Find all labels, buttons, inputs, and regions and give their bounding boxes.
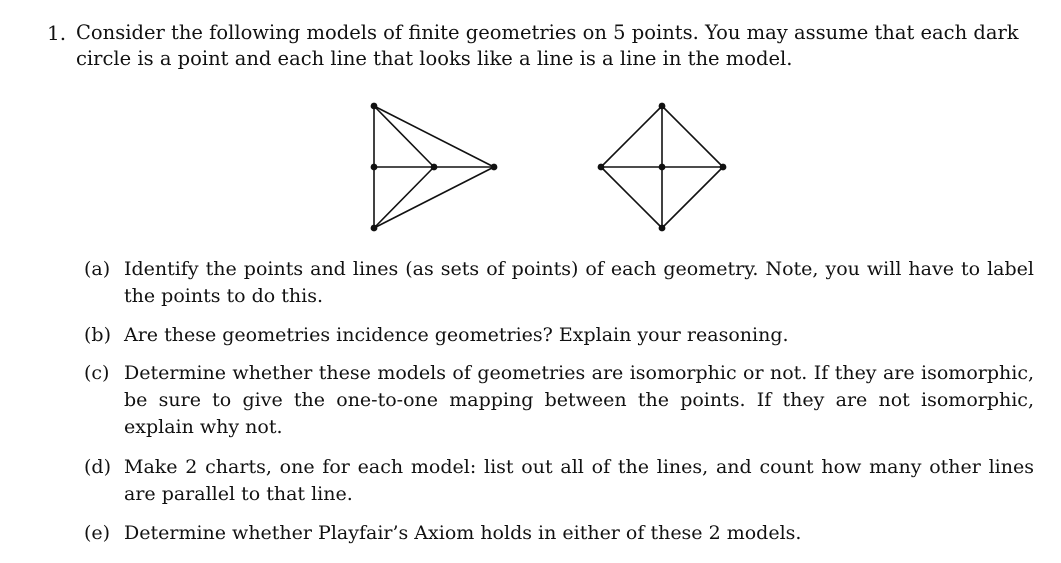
part-d	[84, 454, 1034, 508]
geometry-models-figure	[0, 95, 1061, 245]
model-1-point-bottom	[371, 225, 378, 232]
model-2-edge-bottom-left	[601, 167, 662, 228]
part-d-text: Make 2 charts, one for each model: list out all of the lines, and count how many other lines are parallel to that line.	[124, 456, 1034, 505]
model-1-line-top-apex	[374, 106, 494, 167]
model-2-point-bottom	[659, 225, 666, 232]
part-e-label: (e)	[84, 522, 111, 544]
model-1-line-top-center	[374, 106, 434, 167]
part-e	[84, 520, 1034, 547]
model-2-edge-top-left	[601, 106, 662, 167]
part-a-label: (a)	[84, 258, 111, 280]
model-1-point-top	[371, 103, 378, 110]
problem-intro: Consider the following models of finite geometries on 5 points. You may assume that each dark circle is a point and each line that looks like a line is a line in the model.	[76, 21, 1019, 70]
model-1-point-center	[431, 164, 438, 171]
part-a-text: Identify the points and lines (as sets of points) of each geometry. Note, you will have to label the points to do this.	[124, 258, 1034, 307]
problem-number: 1.	[47, 21, 67, 45]
part-c-label: (c)	[84, 362, 110, 384]
model-2-point-right	[720, 164, 727, 171]
model-1-point-apex	[491, 164, 498, 171]
part-c	[84, 360, 1034, 441]
model-1-line-bottom-center	[374, 167, 434, 228]
part-c-text: Determine whether these models of geometries are isomorphic or not. If they are isomorphic, be sure to give the one-to-one mapping between the points. If they are not isomorphic, explain why not.	[124, 362, 1034, 438]
model-2-point-left	[598, 164, 605, 171]
geometry-models-svg	[0, 95, 1061, 245]
part-d-label: (d)	[84, 456, 111, 478]
part-b	[84, 322, 1034, 349]
model-2-edge-bottom-right	[662, 167, 723, 228]
model-2-point-center	[659, 164, 666, 171]
model-1-line-bottom-apex	[374, 167, 494, 228]
part-e-text: Determine whether Playfair’s Axiom holds in either of these 2 models.	[124, 522, 802, 544]
model-2-point-top	[659, 103, 666, 110]
model-1-point-middle-left	[371, 164, 378, 171]
model-2-edge-top-right	[662, 106, 723, 167]
part-a	[84, 256, 1034, 310]
part-b-label: (b)	[84, 324, 111, 346]
part-b-text: Are these geometries incidence geometries? Explain your reasoning.	[124, 324, 789, 346]
